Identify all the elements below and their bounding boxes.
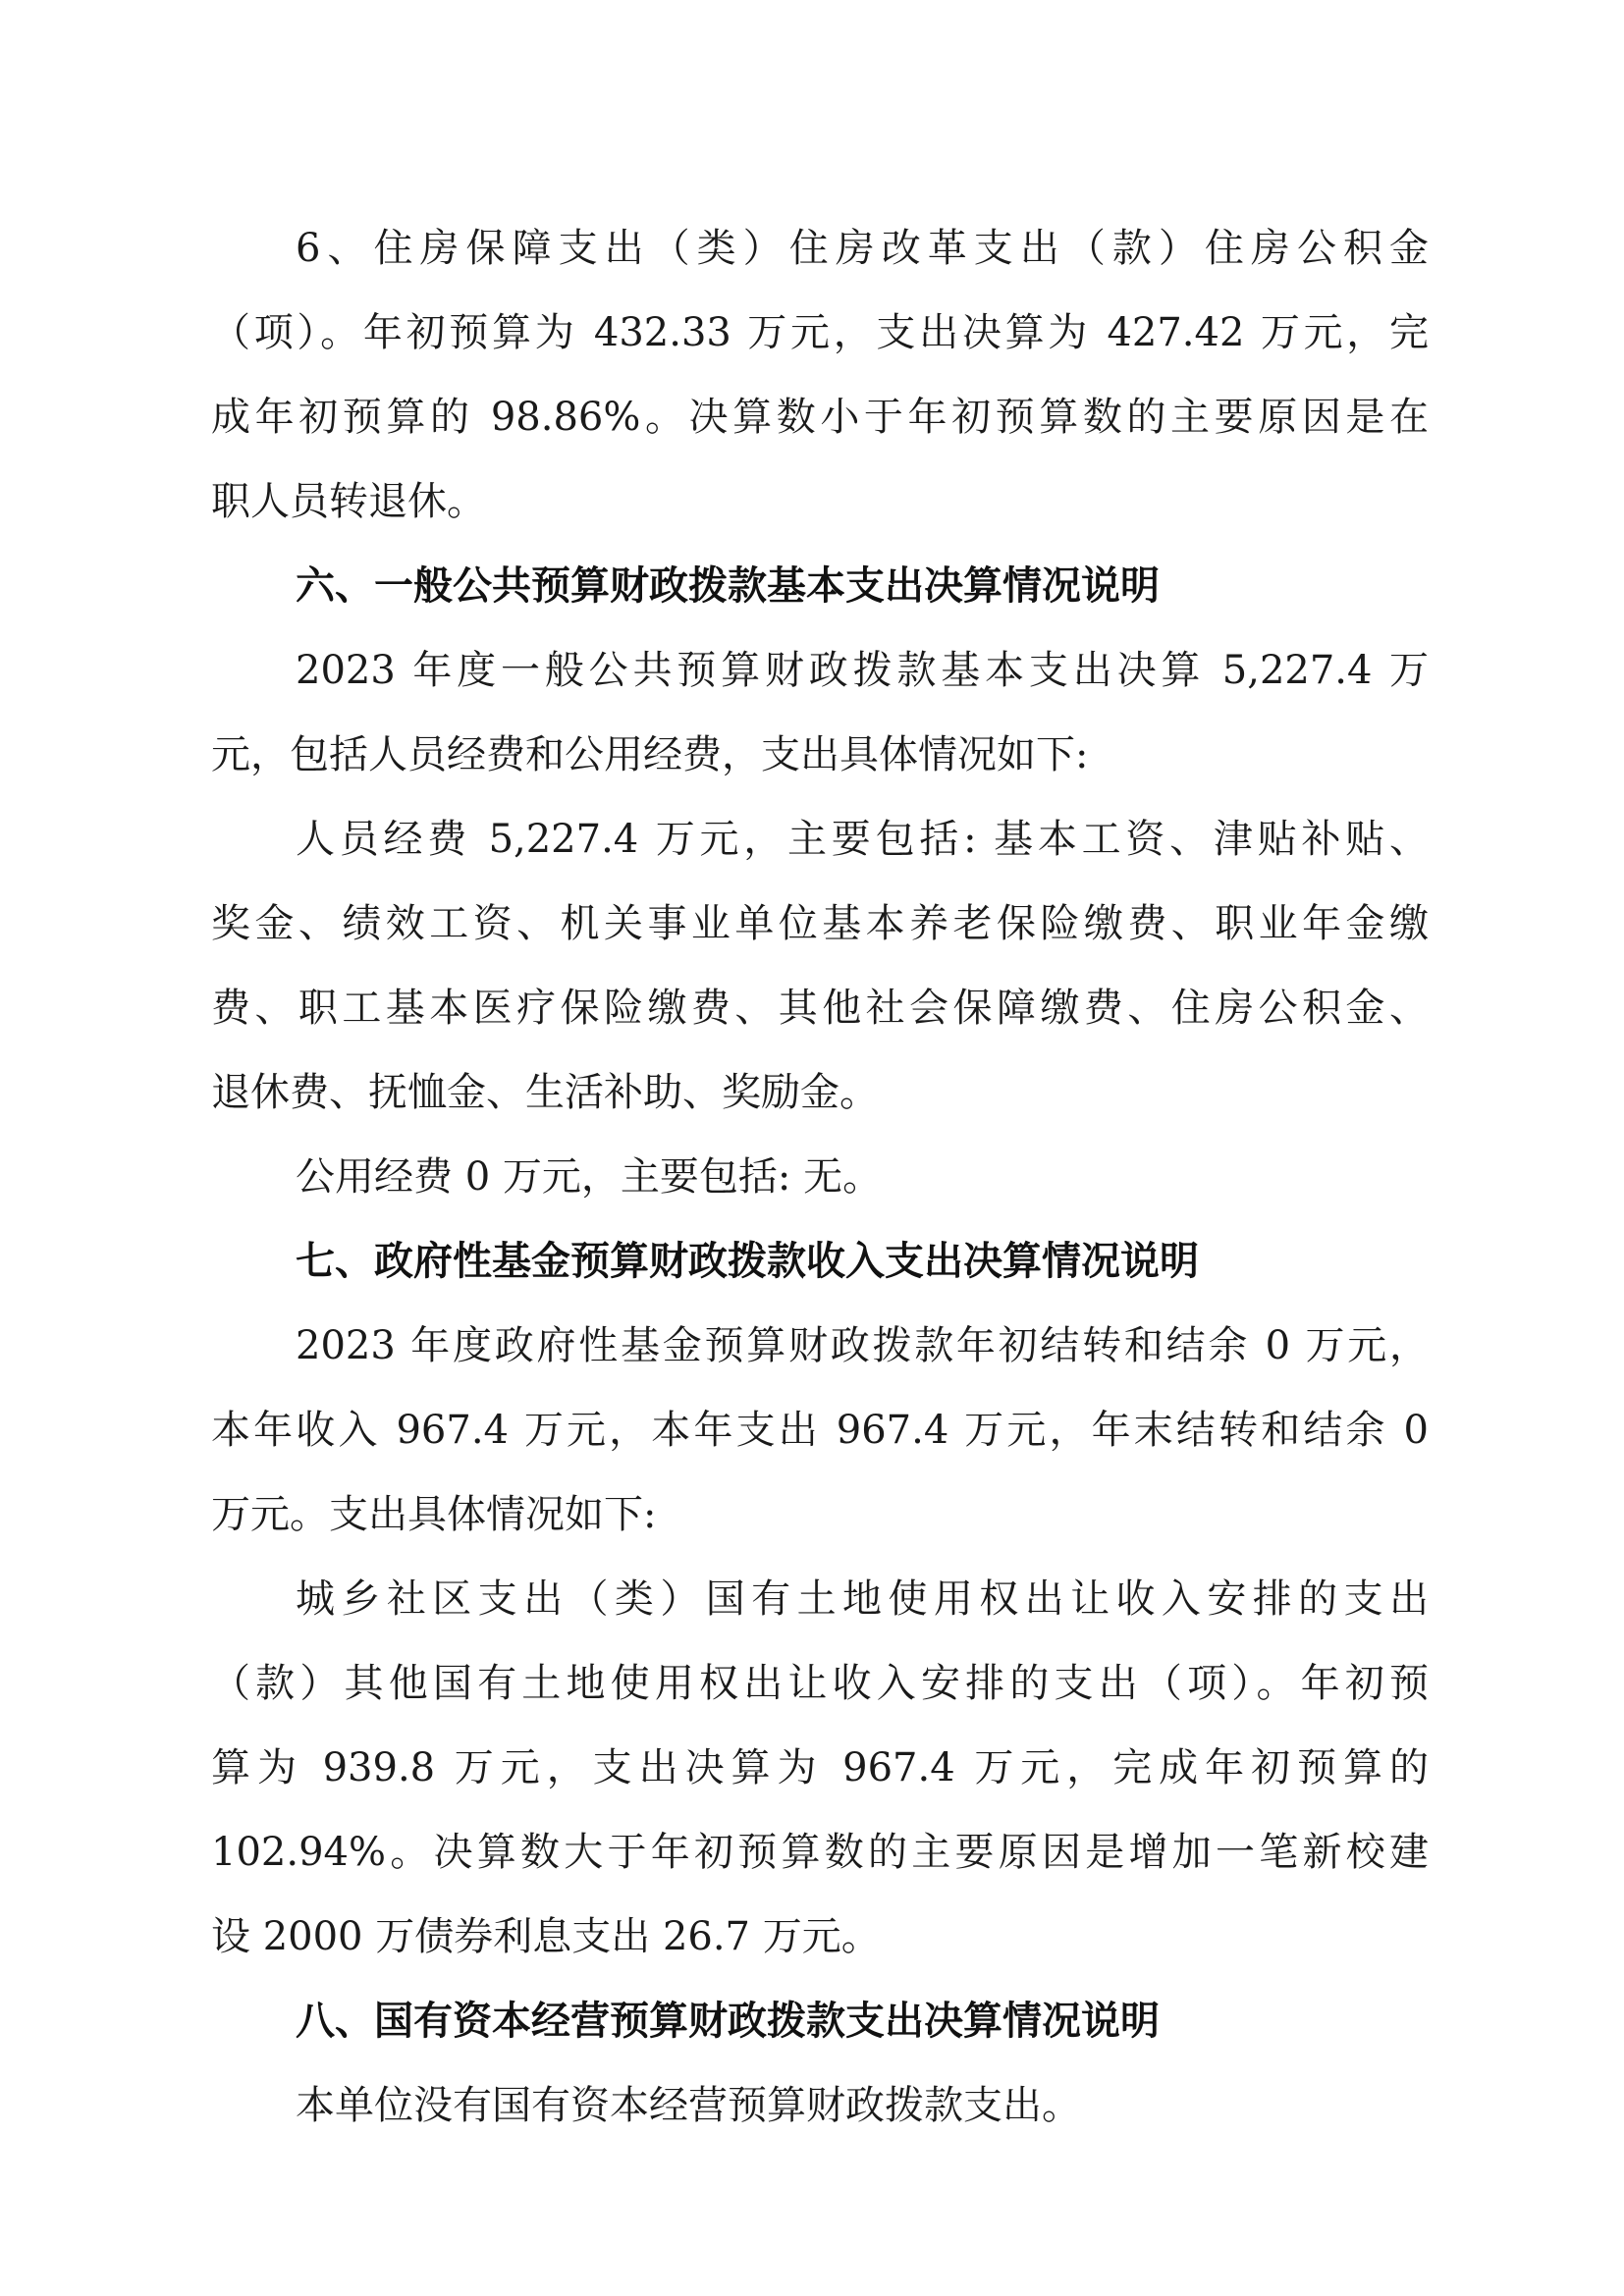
paragraph-line: 人员经费 5,227.4 万元，主要包括: 基本工资、津贴补贴、: [296, 817, 1429, 862]
paragraph-line: 成年初预算的 98.86%。决算数小于年初预算数的主要原因是在: [211, 395, 1429, 440]
paragraph-line: 设 2000 万债券利息支出 26.7 万元。: [211, 1914, 881, 1959]
paragraph-line: 公用经费 0 万元，主要包括: 无。: [296, 1154, 883, 1200]
paragraph-line: 2023 年度一般公共预算财政拨款基本支出决算 5,227.4 万: [296, 648, 1429, 693]
document-body: [211, 214, 1429, 2156]
paragraph-line: （款）其他国有土地使用权出让收入安排的支出（项）。年初预: [211, 1661, 1429, 1706]
section-heading-government-fund-budget: 七、政府性基金预算财政拨款收入支出决算情况说明: [296, 1239, 1199, 1284]
paragraph-line: 城乡社区支出（类）国有土地使用权出让收入安排的支出: [296, 1576, 1429, 1622]
paragraph-line: 本年收入 967.4 万元，本年支出 967.4 万元，年末结转和结余 0: [211, 1408, 1429, 1453]
paragraph-line: 退休费、抚恤金、生活补助、奖励金。: [211, 1070, 879, 1115]
paragraph-line: 元，包括人员经费和公用经费，支出具体情况如下:: [211, 732, 1089, 777]
paragraph-line: 费、职工基本医疗保险缴费、其他社会保障缴费、住房公积金、: [211, 986, 1429, 1031]
paragraph-line: 算为 939.8 万元，支出决算为 967.4 万元，完成年初预算的: [211, 1745, 1429, 1790]
paragraph-line: 本单位没有国有资本经营预算财政拨款支出。: [296, 2083, 1081, 2128]
section-heading-state-capital-budget: 八、国有资本经营预算财政拨款支出决算情况说明: [296, 1999, 1160, 2044]
paragraph-line: 奖金、绩效工资、机关事业单位基本养老保险缴费、职业年金缴: [211, 901, 1429, 946]
paragraph-line: 6、住房保障支出（类）住房改革支出（款）住房公积金: [296, 226, 1429, 271]
paragraph-line: 万元。支出具体情况如下:: [211, 1492, 657, 1537]
paragraph-line: 2023 年度政府性基金预算财政拨款年初结转和结余 0 万元，: [296, 1323, 1429, 1368]
paragraph-line: 102.94%。决算数大于年初预算数的主要原因是增加一笔新校建: [211, 1830, 1429, 1875]
paragraph-line: （项）。年初预算为 432.33 万元，支出决算为 427.42 万元，完: [211, 310, 1429, 355]
paragraph-line: 职人员转退休。: [211, 479, 486, 524]
section-heading-general-budget-basic-expenditure: 六、一般公共预算财政拨款基本支出决算情况说明: [296, 563, 1160, 609]
